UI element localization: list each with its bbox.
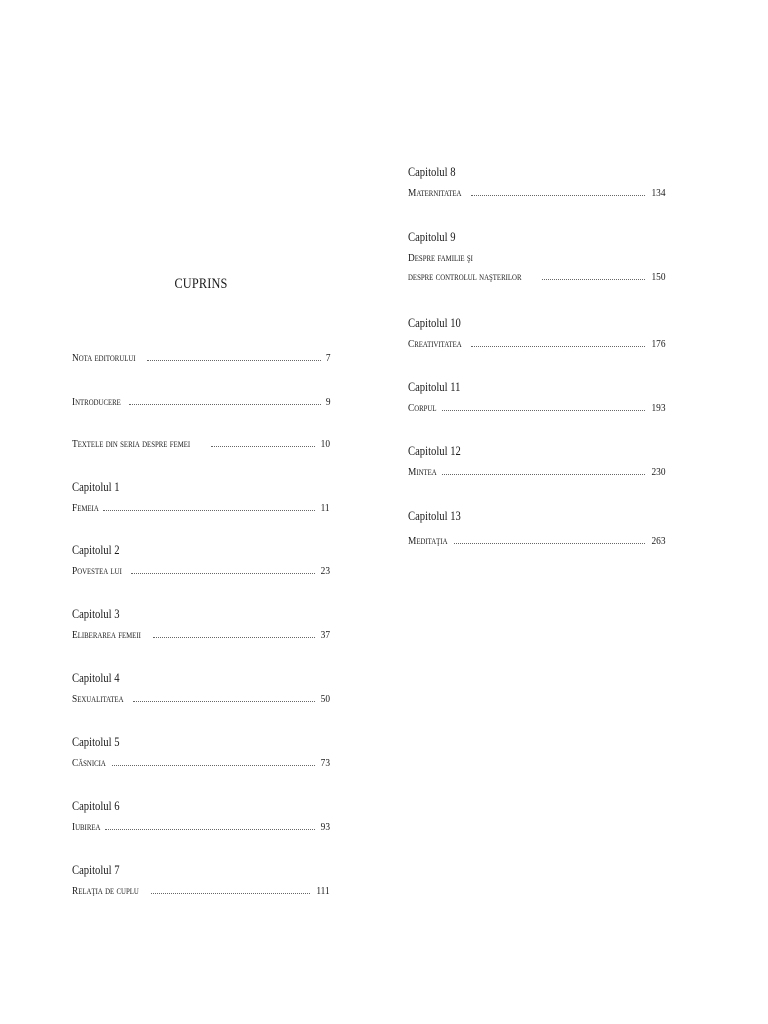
chapter-label: Capitolul 11 [408,380,461,394]
toc-entry-page: 11 [320,502,330,514]
toc-entry-page: 10 [320,438,330,450]
chapter-label: Capitolul 3 [72,607,120,621]
toc-row [72,563,330,579]
toc-entry-page: 193 [650,402,665,414]
toc-row [72,350,330,366]
dot-leader [147,360,321,361]
toc-entry-title: Femeia [72,502,99,514]
chapter-label: Capitolul 13 [408,509,461,523]
dot-leader [151,893,311,894]
toc-entry[interactable] [72,862,330,899]
toc-entry-page: 263 [650,535,665,547]
toc-entry-page: 111 [316,885,330,897]
toc-row [72,755,330,771]
toc-entry-title: Introducere [72,396,121,408]
toc-entry-page: 9 [325,396,330,408]
dot-leader [112,765,315,766]
toc-entry[interactable] [72,670,330,707]
chapter-label: Capitolul 12 [408,444,461,458]
toc-entry-page: 93 [320,821,330,833]
dot-leader [129,404,320,405]
toc-entry-title: Eliberarea femeii [72,629,141,641]
toc-entry-title: Meditaţia [408,535,448,547]
toc-row [72,500,330,516]
toc-row [72,394,330,410]
chapter-label: Capitolul 2 [72,543,120,557]
page-title: CUPRINS [174,276,228,292]
toc-row [408,464,665,480]
toc-entry-title: Nota editorului [72,352,136,364]
toc-entry[interactable] [72,542,330,579]
toc-entry-page: 134 [650,187,665,199]
dot-leader [454,543,644,544]
toc-entry-title: Textele din seria despre femei [72,438,191,450]
toc-entry[interactable] [72,606,330,643]
toc-entry-page: 37 [320,629,330,641]
toc-entry-page: 23 [320,565,330,577]
toc-entry-title: Corpul [408,402,437,414]
dot-leader [103,510,315,511]
toc-entry-title: Căsnicia [72,757,106,769]
toc-entry-page: 7 [325,352,330,364]
toc-entry-title: Povestea lui [72,565,122,577]
toc-entry-title: Sexualitatea [72,693,124,705]
toc-entry-title: Iubirea [72,821,101,833]
toc-row [408,400,665,416]
dot-leader [211,446,315,447]
chapter-label: Capitolul 10 [408,316,461,330]
toc-row [72,819,330,835]
chapter-label: Capitolul 6 [72,799,120,813]
toc-entry[interactable] [72,436,330,452]
toc-row [72,436,330,452]
dot-leader [471,195,645,196]
chapter-label: Capitolul 9 [408,230,456,244]
toc-entry[interactable] [408,508,665,549]
toc-entry[interactable] [408,164,665,201]
toc-row [72,883,330,899]
dot-leader [131,573,315,574]
chapter-label: Capitolul 8 [408,165,456,179]
toc-entry[interactable] [408,443,665,480]
dot-leader [153,637,315,638]
toc-entry[interactable] [72,798,330,835]
toc-row [408,533,665,549]
toc-entry-page: 230 [650,466,665,478]
toc-entry-title: Maternitatea [408,187,462,199]
toc-entry-page: 176 [650,338,665,350]
toc-entry[interactable] [408,379,665,416]
toc-entry-page: 73 [320,757,330,769]
dot-leader [542,279,645,280]
toc-row [72,627,330,643]
toc-entry[interactable] [408,229,665,285]
toc-entry-page: 50 [320,693,330,705]
toc-row [408,185,665,201]
toc-entry-title: Relaţia de cuplu [72,885,139,897]
toc-entry[interactable] [72,350,330,366]
dot-leader [105,829,315,830]
dot-leader [471,346,644,347]
dot-leader [442,410,645,411]
toc-entry[interactable] [72,394,330,410]
toc-entry-title: Creativitatea [408,338,462,350]
chapter-label: Capitolul 1 [72,480,120,494]
toc-row [408,269,665,285]
toc-entry-page: 150 [650,271,665,283]
toc-row [408,336,665,352]
toc-entry[interactable] [72,479,330,516]
toc-entry-title-line1: Despre familie şi [408,252,473,264]
chapter-label: Capitolul 7 [72,863,120,877]
chapter-label: Capitolul 4 [72,671,120,685]
dot-leader [442,474,645,475]
chapter-label: Capitolul 5 [72,735,120,749]
toc-row [72,691,330,707]
toc-entry[interactable] [72,734,330,771]
toc-entry[interactable] [408,315,665,352]
toc-entry-title: Mintea [408,466,437,478]
dot-leader [133,701,315,702]
toc-entry-title: despre controlul naşterilor [408,271,522,283]
